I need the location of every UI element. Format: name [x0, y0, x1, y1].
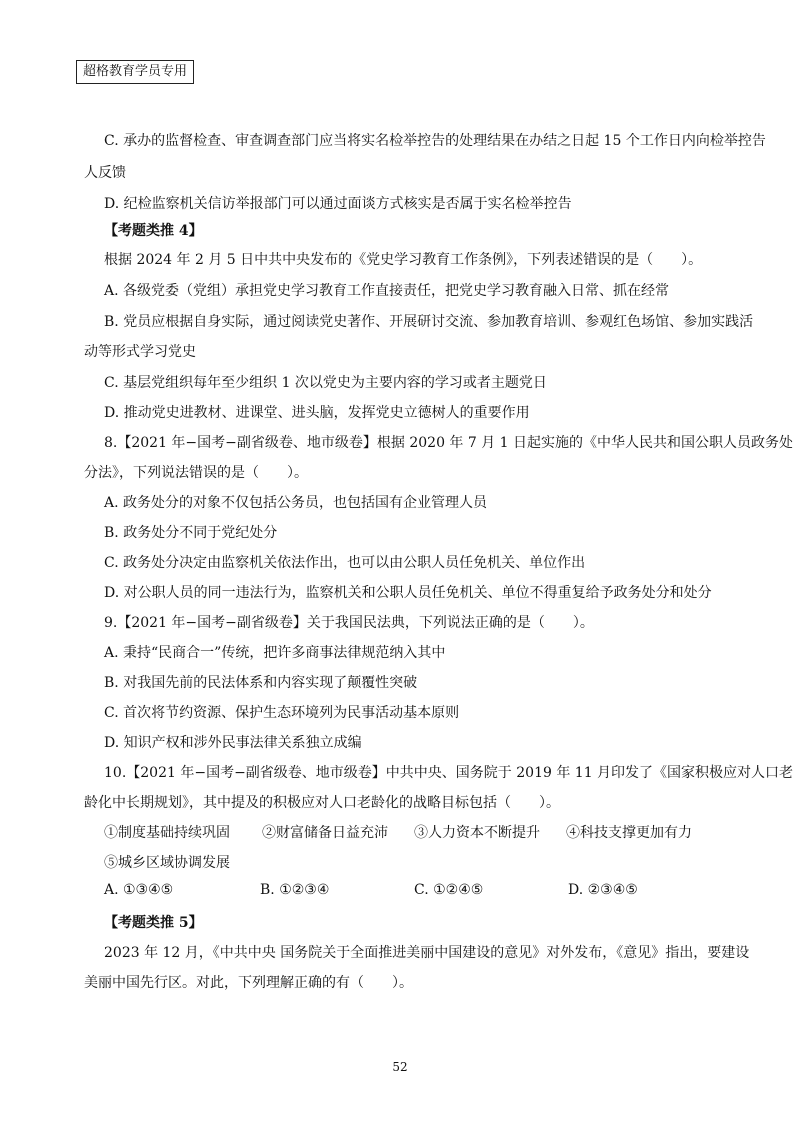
question-text: 根据 2024 年 2 月 5 日中共中央发布的《党史学习教育工作条例》，下列表述错误的是（ ）。: [104, 252, 703, 268]
option-c: C. 首次将节约资源、保护生态环境列为民事活动基本原则: [104, 705, 460, 721]
item-4: ④科技支撑更加有力: [566, 825, 692, 841]
option-d: D. 知识产权和涉外民事法律关系独立成编: [104, 735, 362, 751]
question-8-cont: 分法》，下列说法错误的是（ ）。: [84, 465, 308, 481]
option-c-cont: 人反馈: [84, 165, 126, 181]
page-number: 52: [392, 1060, 408, 1074]
question-9: 9.【2021 年−国考−副省级卷】关于我国民法典，下列说法正确的是（ ）。: [104, 615, 594, 631]
option-d: D. 推动党史进教材、进课堂、进头脑，发挥党史立德树人的重要作用: [104, 405, 530, 421]
option-b-cont: 动等形式学习党史: [84, 344, 196, 360]
choice-a: A. ①③④⑤: [104, 882, 174, 898]
item-2: ②财富储备日益充沛: [262, 825, 388, 841]
choice-b: B. ①②③④: [260, 882, 330, 898]
question-text-cont: 美丽中国先行区。对此，下列理解正确的有（ ）。: [84, 975, 413, 991]
question-8: 8.【2021 年−国考−副省级卷、地市级卷】根据 2020 年 7 月 1 日起实施的《中华人民共和国公职人员政务处: [104, 435, 794, 451]
option-d: D. 纪检监察机关信访举报部门可以通过面谈方式核实是否属于实名检举控告: [104, 196, 572, 212]
header-label: 超格教育学员专用: [76, 60, 194, 84]
option-d: D. 对公职人员的同一违法行为，监察机关和公职人员任免机关、单位不得重复给予政务处分和处分: [104, 585, 712, 601]
question-text: 2023 年 12 月，《中共中央 国务院关于全面推进美丽中国建设的意见》对外发布，《意见》指出，要建设: [104, 945, 750, 961]
option-a: A. 秉持“民商合一”传统，把许多商事法律规范纳入其中: [104, 645, 446, 661]
question-10-cont: 龄化中长期规划》，其中提及的积极应对人口老龄化的战略目标包括（ ）。: [84, 795, 560, 811]
section-heading-5: 【考题类推 5】: [104, 915, 203, 931]
question-10: 10.【2021 年−国考−副省级卷、地市级卷】中共中央、国务院于 2019 年 11 月印发了《国家积极应对人口老: [104, 765, 794, 781]
option-a: A. 各级党委（党组）承担党史学习教育工作直接责任，把党史学习教育融入日常、抓在经常: [104, 283, 670, 299]
section-heading-4: 【考题类推 4】: [104, 223, 203, 239]
choice-c: C. ①②④⑤: [414, 882, 484, 898]
option-c: C. 承办的监督检查、审查调查部门应当将实名检举控告的处理结果在办结之日起 15 个工作日内向检举控告: [104, 133, 766, 149]
option-c: C. 政务处分决定由监察机关依法作出，也可以由公职人员任免机关、单位作出: [104, 555, 586, 571]
item-3: ③人力资本不断提升: [414, 825, 540, 841]
choice-d: D. ②③④⑤: [568, 882, 638, 898]
item-5: ⑤城乡区域协调发展: [104, 855, 230, 871]
item-1: ①制度基础持续巩固: [104, 825, 230, 841]
option-a: A. 政务处分的对象不仅包括公务员，也包括国有企业管理人员: [104, 495, 488, 511]
option-c: C. 基层党组织每年至少组织 1 次以党史为主要内容的学习或者主题党日: [104, 375, 547, 391]
option-b: B. 党员应根据自身实际，通过阅读党史著作、开展研讨交流、参加教育培训、参观红色场馆、参加实践活: [104, 314, 754, 330]
option-b: B. 对我国先前的民法体系和内容实现了颠覆性突破: [104, 675, 418, 691]
option-b: B. 政务处分不同于党纪处分: [104, 525, 278, 541]
